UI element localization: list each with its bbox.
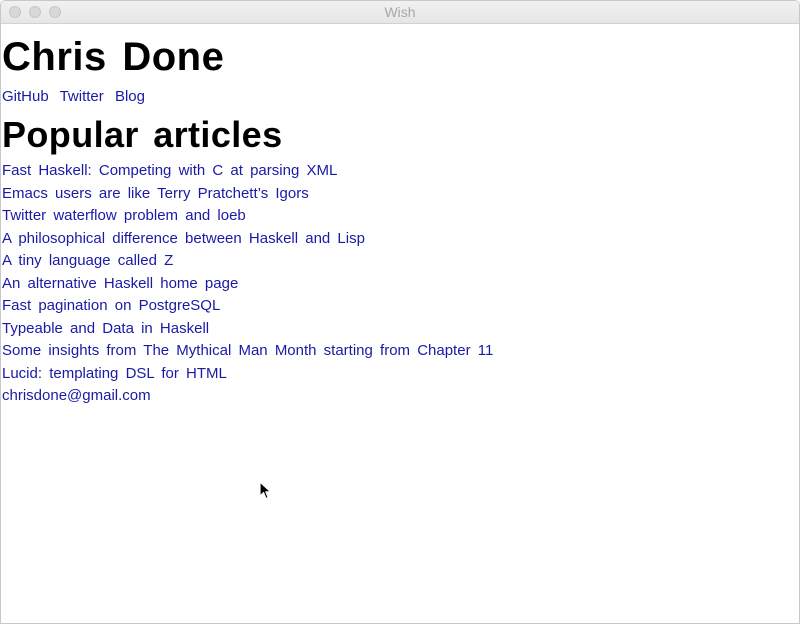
- article-link[interactable]: A philosophical difference between Haskell and Lisp: [2, 229, 365, 247]
- email-link[interactable]: chrisdone@gmail.com: [2, 387, 151, 404]
- list-item: [2, 205, 493, 228]
- article-link[interactable]: Fast pagination on PostgreSQL: [2, 297, 221, 314]
- article-link[interactable]: An alternative Haskell home page: [2, 274, 239, 292]
- list-item: [2, 318, 493, 341]
- blog-link[interactable]: Blog: [114, 88, 145, 105]
- window-title: Wish: [384, 4, 416, 20]
- list-item: [2, 363, 493, 386]
- list-item: [2, 295, 493, 318]
- list-item: [2, 228, 493, 251]
- article-link[interactable]: Emacs users are like Terry Pratchett’s Igors: [2, 184, 309, 202]
- article-link[interactable]: Fast Haskell: Competing with C at parsing XML: [2, 162, 338, 179]
- article-link[interactable]: Twitter waterflow problem and loeb: [2, 207, 246, 224]
- nav-links: [2, 87, 149, 107]
- article-link[interactable]: Some insights from The Mythical Man Month starting from Chapter 11: [2, 342, 494, 359]
- list-item: [2, 160, 493, 183]
- list-item: [2, 273, 493, 296]
- github-link[interactable]: GitHub: [2, 88, 49, 105]
- title-bar[interactable]: [1, 1, 799, 24]
- article-link[interactable]: Lucid: templating DSL for HTML: [2, 364, 227, 382]
- article-link[interactable]: A tiny language called Z: [2, 252, 174, 269]
- twitter-link[interactable]: Twitter: [59, 88, 104, 105]
- article-list: [2, 160, 493, 385]
- list-item: [2, 250, 493, 273]
- section-heading: Popular articles: [2, 114, 283, 155]
- list-item: [2, 183, 493, 206]
- mouse-pointer-icon: [259, 481, 273, 501]
- article-link[interactable]: Typeable and Data in Haskell: [2, 319, 210, 337]
- page-title: Chris Done: [2, 35, 225, 79]
- list-item: [2, 340, 493, 363]
